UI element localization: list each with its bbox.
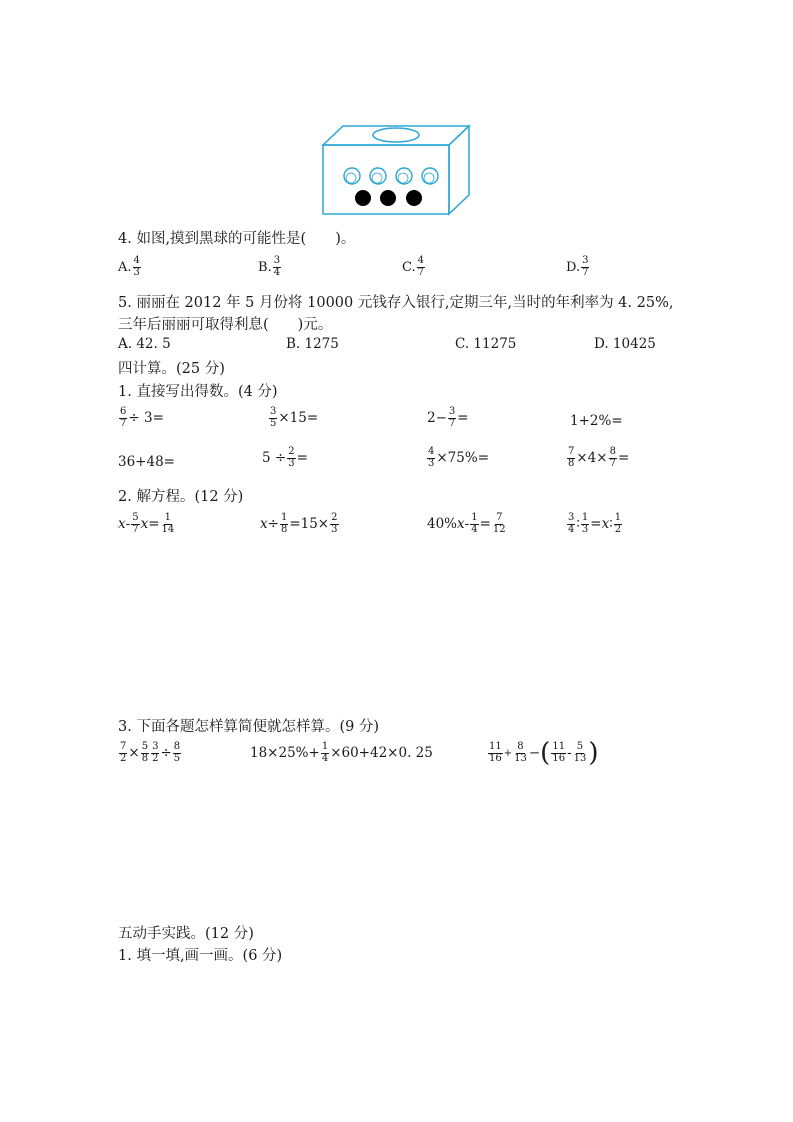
equation-1: x - $\frac{5}{7}$ x = $\frac{1}{14}$ bbox=[118, 512, 175, 535]
q5-stem-line2: 三年后丽丽可取得利息( )元。 bbox=[118, 317, 333, 333]
q4-stem: 4. 如图,摸到黑球的可能性是( )。 bbox=[118, 231, 356, 247]
q4-option-b[interactable]: B. $\frac{3}{4}$ bbox=[258, 255, 281, 278]
section5-part1-title: 1. 填一填,画一画。(6 分) bbox=[118, 948, 283, 964]
calc-5: 36+48= bbox=[118, 454, 175, 470]
fraction: $\frac{3}{7}$ bbox=[582, 255, 589, 278]
simplify-3: $\frac{11}{16}$ + $\frac{8}{13}$ − ( $\frac{11}{16}$ - $\frac{5}{13}$ ) bbox=[489, 738, 599, 768]
calc-7: $\frac{4}{3}$ ×75%= bbox=[428, 446, 490, 469]
section4-part1-title: 1. 直接写出得数。(4 分) bbox=[118, 384, 278, 400]
calc-2: $\frac{3}{5}$ ×15= bbox=[270, 406, 319, 429]
black-ball bbox=[355, 190, 371, 206]
simplify-1: $\frac{7}{2}$ × $\frac{5}{8}$ $\frac{3}{2}$ ÷ $\frac{8}{5}$ bbox=[120, 741, 181, 764]
box-opening bbox=[373, 128, 419, 142]
calc-1: $\frac{6}{7}$ ÷ 3= bbox=[120, 406, 164, 429]
q4-option-d[interactable]: D. $\frac{3}{7}$ bbox=[566, 255, 589, 278]
fraction: $\frac{3}{4}$ bbox=[273, 255, 281, 278]
q5-option-d[interactable]: D. 10425 bbox=[594, 336, 656, 352]
ball-box-figure bbox=[318, 120, 474, 218]
section5-title: 五动手实践。(12 分) bbox=[118, 926, 254, 942]
white-balls bbox=[344, 168, 438, 184]
calc-6: 5 ÷ $\frac{2}{3}$ = bbox=[262, 446, 308, 469]
black-ball bbox=[406, 190, 422, 206]
box-side-face bbox=[449, 126, 469, 214]
equation-4: $\frac{3}{4}$ ∶ $\frac{1}{3}$ = x ∶ $\frac{1}{2}$ bbox=[568, 512, 622, 535]
q4-option-c[interactable]: C. $\frac{4}{7}$ bbox=[402, 255, 424, 278]
simplify-2: 18×25%+ $\frac{1}{4}$ ×60+42×0. 25 bbox=[250, 741, 433, 764]
black-balls bbox=[355, 190, 422, 206]
q5-option-b[interactable]: B. 1275 bbox=[286, 336, 339, 352]
equation-3: 40% x - $\frac{1}{4}$ = $\frac{7}{12}$ bbox=[427, 512, 506, 535]
calc-3: 2− $\frac{3}{7}$ = bbox=[427, 406, 469, 429]
fraction: $\frac{4}{3}$ bbox=[133, 255, 140, 278]
calc-4: 1+2%= bbox=[570, 413, 623, 429]
section4-title: 四计算。(25 分) bbox=[118, 361, 225, 377]
q5-option-c[interactable]: C. 11275 bbox=[455, 336, 517, 352]
q5-option-a[interactable]: A. 42. 5 bbox=[118, 336, 171, 352]
fraction: $\frac{4}{7}$ bbox=[417, 255, 424, 278]
equation-2: x ÷ $\frac{1}{8}$ =15× $\frac{2}{3}$ bbox=[260, 512, 338, 535]
black-ball bbox=[380, 190, 396, 206]
section4-part2-title: 2. 解方程。(12 分) bbox=[118, 489, 244, 505]
q5-stem-line1: 5. 丽丽在 2012 年 5 月份将 10000 元钱存入银行,定期三年,当时的年利率为 4. 25%, bbox=[118, 295, 674, 311]
q4-option-a[interactable]: A. $\frac{4}{3}$ bbox=[118, 255, 140, 278]
calc-8: $\frac{7}{8}$ ×4× $\frac{8}{7}$ = bbox=[568, 446, 630, 469]
section4-part3-title: 3. 下面各题怎样算简便就怎样算。(9 分) bbox=[118, 719, 380, 735]
